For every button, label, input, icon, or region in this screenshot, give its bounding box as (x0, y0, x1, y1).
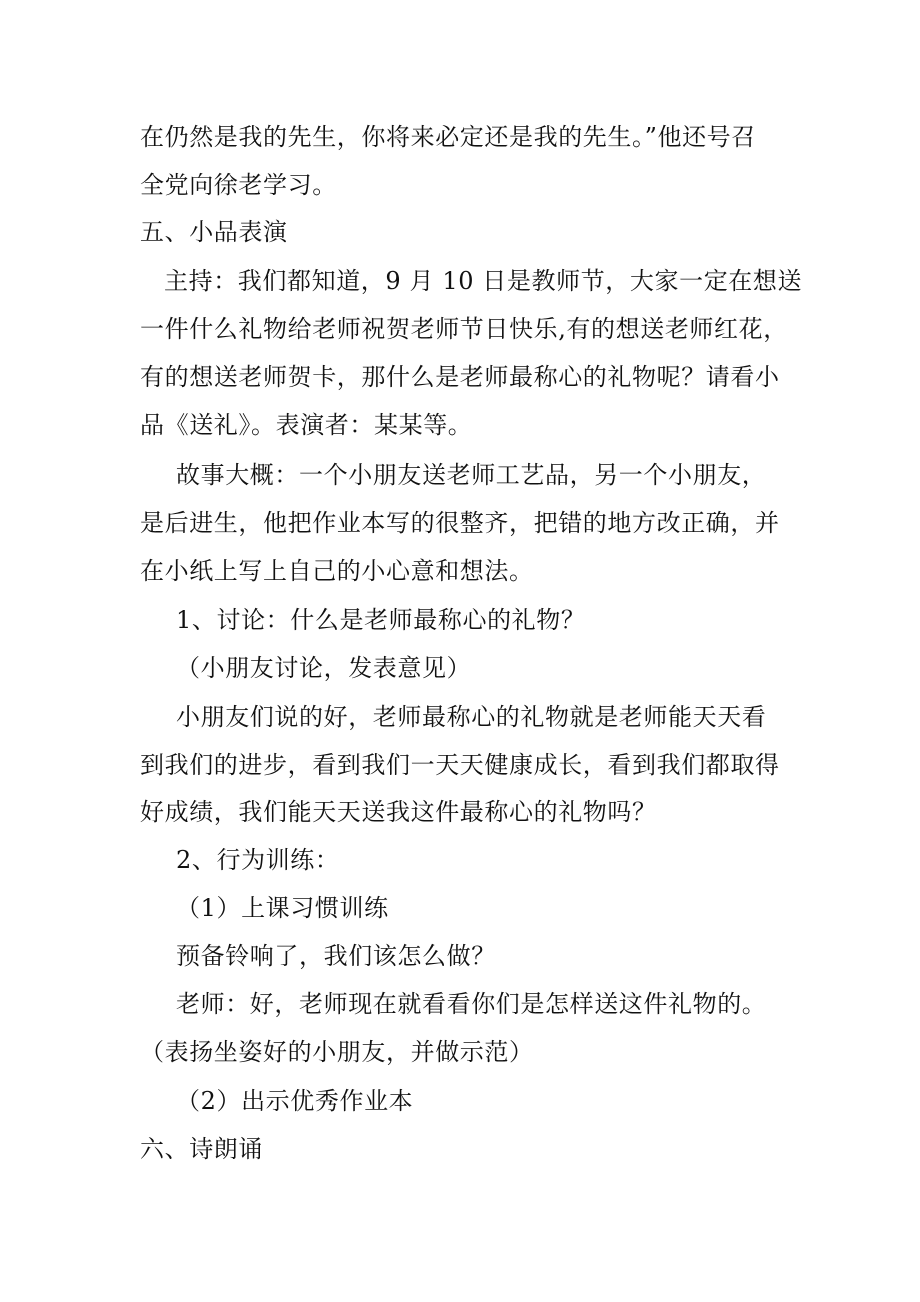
paragraph-line: 在仍然是我的先生，你将来必定还是我的先生。”他还号召 (140, 123, 756, 151)
paragraph-line: 主持：我们都知道，9 月 10 日是教师节，大家一定在想送 (164, 267, 803, 295)
paragraph-line: 是后进生，他把作业本写的很整齐，把错的地方改正确，并 (140, 509, 780, 537)
paragraph-line: 有的想送老师贺卡，那什么是老师最称心的礼物呢？请看小 (140, 363, 780, 391)
paragraph-line: 全党向徐老学习。 (140, 171, 337, 199)
paragraph-line: 1、讨论：什么是老师最称心的礼物？ (176, 606, 586, 634)
paragraph-line: 小朋友们说的好，老师最称心的礼物就是老师能天天看 (176, 703, 767, 731)
paragraph-line: 预备铃响了，我们该怎么做？ (176, 942, 496, 970)
paragraph-line: 一件什么礼物给老师祝贺老师节日快乐,有的想送老师红花， (140, 315, 788, 343)
paragraph-line: （小朋友讨论，发表意见） (176, 654, 472, 682)
paragraph-line: 老师：好，老师现在就看看你们是怎样送这件礼物的。 (176, 990, 767, 1018)
paragraph-line: 品《送礼》。表演者：某某等。 (140, 411, 473, 439)
paragraph-line: （1）上课习惯训练 (176, 894, 389, 922)
paragraph-line: （2）出示优秀作业本 (176, 1087, 414, 1115)
paragraph-line: 到我们的进步，看到我们一天天健康成长，看到我们都取得 (140, 751, 780, 779)
paragraph-line: 好成绩，我们能天天送我这件最称心的礼物吗？ (140, 798, 657, 826)
paragraph-line: 故事大概：一个小朋友送老师工艺品，另一个小朋友， (176, 461, 767, 489)
section-heading: 五、小品表演 (140, 218, 288, 246)
paragraph-line: 在小纸上写上自己的小心意和想法。 (140, 557, 534, 585)
paragraph-line: 2、行为训练： (176, 846, 340, 874)
section-heading: 六、诗朗诵 (140, 1135, 263, 1163)
paragraph-line: （表扬坐姿好的小朋友，并做示范） (140, 1038, 534, 1066)
